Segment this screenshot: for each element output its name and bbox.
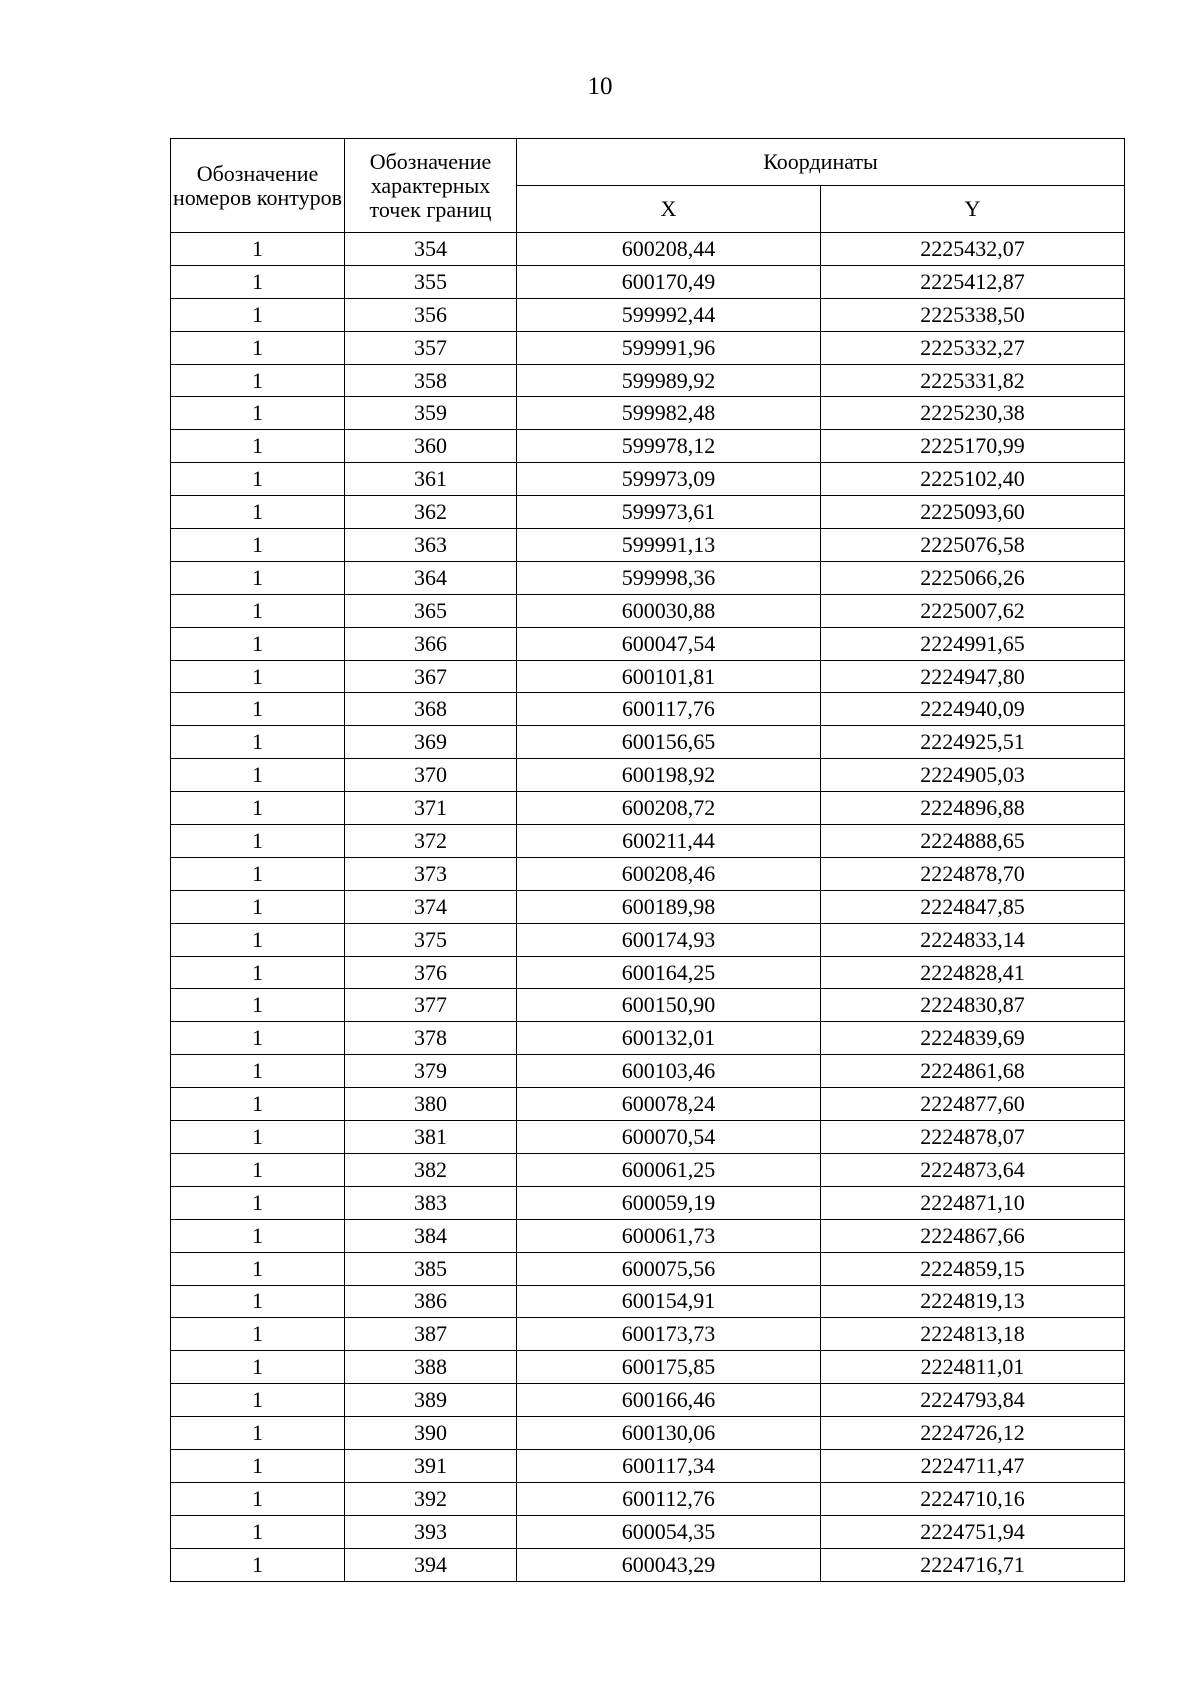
cell-x-coordinate: 600078,24	[517, 1088, 821, 1121]
cell-contour-number: 1	[171, 1219, 345, 1252]
header-contour-number: Обозначение номеров контуров	[171, 139, 345, 233]
cell-point-number: 368	[345, 693, 517, 726]
table-row	[171, 1449, 1125, 1482]
cell-point-number: 355	[345, 265, 517, 298]
cell-y-coordinate: 2225066,26	[821, 561, 1125, 594]
header-coordinates: Координаты	[517, 139, 1125, 186]
cell-contour-number: 1	[171, 1548, 345, 1581]
header-x: X	[517, 186, 821, 233]
cell-point-number: 385	[345, 1252, 517, 1285]
cell-contour-number: 1	[171, 1055, 345, 1088]
cell-y-coordinate: 2224867,66	[821, 1219, 1125, 1252]
cell-point-number: 387	[345, 1318, 517, 1351]
table-row	[171, 1318, 1125, 1351]
cell-x-coordinate: 600208,72	[517, 792, 821, 825]
table-row	[171, 529, 1125, 562]
cell-x-coordinate: 600054,35	[517, 1515, 821, 1548]
cell-contour-number: 1	[171, 331, 345, 364]
table-row	[171, 989, 1125, 1022]
cell-x-coordinate: 600156,65	[517, 726, 821, 759]
cell-y-coordinate: 2225170,99	[821, 430, 1125, 463]
cell-x-coordinate: 600061,25	[517, 1153, 821, 1186]
cell-contour-number: 1	[171, 627, 345, 660]
table-header	[171, 139, 1125, 233]
cell-y-coordinate: 2224878,07	[821, 1121, 1125, 1154]
cell-point-number: 391	[345, 1449, 517, 1482]
cell-y-coordinate: 2224711,47	[821, 1449, 1125, 1482]
table-row	[171, 561, 1125, 594]
cell-point-number: 364	[345, 561, 517, 594]
cell-y-coordinate: 2224751,94	[821, 1515, 1125, 1548]
cell-x-coordinate: 600117,76	[517, 693, 821, 726]
table-row	[171, 265, 1125, 298]
coordinates-table	[170, 138, 1125, 1582]
table-row	[171, 1121, 1125, 1154]
cell-contour-number: 1	[171, 265, 345, 298]
cell-point-number: 361	[345, 463, 517, 496]
table-row	[171, 660, 1125, 693]
cell-x-coordinate: 600208,46	[517, 857, 821, 890]
cell-y-coordinate: 2225412,87	[821, 265, 1125, 298]
cell-contour-number: 1	[171, 1515, 345, 1548]
cell-point-number: 375	[345, 923, 517, 956]
cell-x-coordinate: 600059,19	[517, 1186, 821, 1219]
cell-point-number: 386	[345, 1285, 517, 1318]
cell-y-coordinate: 2224813,18	[821, 1318, 1125, 1351]
cell-contour-number: 1	[171, 726, 345, 759]
cell-point-number: 366	[345, 627, 517, 660]
cell-y-coordinate: 2224947,80	[821, 660, 1125, 693]
cell-contour-number: 1	[171, 1449, 345, 1482]
cell-point-number: 380	[345, 1088, 517, 1121]
cell-contour-number: 1	[171, 1384, 345, 1417]
cell-x-coordinate: 600164,25	[517, 956, 821, 989]
cell-x-coordinate: 600061,73	[517, 1219, 821, 1252]
cell-point-number: 388	[345, 1351, 517, 1384]
cell-x-coordinate: 600198,92	[517, 759, 821, 792]
cell-y-coordinate: 2224940,09	[821, 693, 1125, 726]
cell-y-coordinate: 2225093,60	[821, 496, 1125, 529]
cell-x-coordinate: 599992,44	[517, 298, 821, 331]
cell-contour-number: 1	[171, 890, 345, 923]
cell-contour-number: 1	[171, 1285, 345, 1318]
table-row	[171, 890, 1125, 923]
cell-contour-number: 1	[171, 364, 345, 397]
cell-point-number: 382	[345, 1153, 517, 1186]
cell-y-coordinate: 2224828,41	[821, 956, 1125, 989]
table-row	[171, 496, 1125, 529]
table-row	[171, 397, 1125, 430]
cell-x-coordinate: 600170,49	[517, 265, 821, 298]
table-row	[171, 298, 1125, 331]
table-row	[171, 1384, 1125, 1417]
cell-x-coordinate: 600112,76	[517, 1482, 821, 1515]
table-row	[171, 364, 1125, 397]
cell-y-coordinate: 2224861,68	[821, 1055, 1125, 1088]
table-row	[171, 759, 1125, 792]
cell-contour-number: 1	[171, 298, 345, 331]
cell-point-number: 367	[345, 660, 517, 693]
cell-x-coordinate: 599991,96	[517, 331, 821, 364]
cell-x-coordinate: 600208,44	[517, 233, 821, 266]
cell-x-coordinate: 600166,46	[517, 1384, 821, 1417]
cell-contour-number: 1	[171, 397, 345, 430]
cell-x-coordinate: 599989,92	[517, 364, 821, 397]
cell-x-coordinate: 599973,61	[517, 496, 821, 529]
cell-point-number: 376	[345, 956, 517, 989]
cell-y-coordinate: 2224896,88	[821, 792, 1125, 825]
cell-contour-number: 1	[171, 463, 345, 496]
cell-x-coordinate: 600189,98	[517, 890, 821, 923]
cell-y-coordinate: 2224793,84	[821, 1384, 1125, 1417]
cell-y-coordinate: 2224847,85	[821, 890, 1125, 923]
cell-y-coordinate: 2225332,27	[821, 331, 1125, 364]
cell-x-coordinate: 599991,13	[517, 529, 821, 562]
table-row	[171, 923, 1125, 956]
cell-x-coordinate: 599998,36	[517, 561, 821, 594]
table-row	[171, 1055, 1125, 1088]
cell-contour-number: 1	[171, 1482, 345, 1515]
cell-y-coordinate: 2225432,07	[821, 233, 1125, 266]
table-row	[171, 1548, 1125, 1581]
cell-x-coordinate: 600175,85	[517, 1351, 821, 1384]
cell-contour-number: 1	[171, 923, 345, 956]
cell-contour-number: 1	[171, 430, 345, 463]
cell-contour-number: 1	[171, 1252, 345, 1285]
cell-contour-number: 1	[171, 825, 345, 858]
cell-x-coordinate: 600174,93	[517, 923, 821, 956]
cell-y-coordinate: 2224839,69	[821, 1022, 1125, 1055]
table-row	[171, 233, 1125, 266]
cell-contour-number: 1	[171, 529, 345, 562]
cell-point-number: 377	[345, 989, 517, 1022]
cell-y-coordinate: 2224878,70	[821, 857, 1125, 890]
cell-point-number: 374	[345, 890, 517, 923]
cell-point-number: 373	[345, 857, 517, 890]
table-row	[171, 1022, 1125, 1055]
cell-x-coordinate: 600103,46	[517, 1055, 821, 1088]
cell-contour-number: 1	[171, 1022, 345, 1055]
cell-point-number: 379	[345, 1055, 517, 1088]
cell-contour-number: 1	[171, 1186, 345, 1219]
cell-contour-number: 1	[171, 989, 345, 1022]
table-row	[171, 1515, 1125, 1548]
cell-point-number: 362	[345, 496, 517, 529]
cell-x-coordinate: 600075,56	[517, 1252, 821, 1285]
table-row	[171, 463, 1125, 496]
cell-point-number: 381	[345, 1121, 517, 1154]
table-row	[171, 857, 1125, 890]
cell-contour-number: 1	[171, 594, 345, 627]
cell-point-number: 394	[345, 1548, 517, 1581]
cell-x-coordinate: 600047,54	[517, 627, 821, 660]
cell-contour-number: 1	[171, 1088, 345, 1121]
cell-point-number: 384	[345, 1219, 517, 1252]
cell-y-coordinate: 2224877,60	[821, 1088, 1125, 1121]
cell-y-coordinate: 2225102,40	[821, 463, 1125, 496]
cell-point-number: 393	[345, 1515, 517, 1548]
table-row	[171, 1186, 1125, 1219]
cell-point-number: 359	[345, 397, 517, 430]
table-row	[171, 1417, 1125, 1450]
cell-point-number: 369	[345, 726, 517, 759]
cell-point-number: 378	[345, 1022, 517, 1055]
cell-y-coordinate: 2224873,64	[821, 1153, 1125, 1186]
page-number: 10	[587, 73, 613, 100]
cell-point-number: 354	[345, 233, 517, 266]
cell-point-number: 365	[345, 594, 517, 627]
cell-contour-number: 1	[171, 1318, 345, 1351]
cell-contour-number: 1	[171, 759, 345, 792]
cell-point-number: 356	[345, 298, 517, 331]
cell-contour-number: 1	[171, 693, 345, 726]
cell-y-coordinate: 2224859,15	[821, 1252, 1125, 1285]
cell-y-coordinate: 2224726,12	[821, 1417, 1125, 1450]
cell-contour-number: 1	[171, 857, 345, 890]
table-row	[171, 1285, 1125, 1318]
cell-point-number: 357	[345, 331, 517, 364]
table-row	[171, 594, 1125, 627]
table-row	[171, 1088, 1125, 1121]
header-y: Y	[821, 186, 1125, 233]
cell-x-coordinate: 599978,12	[517, 430, 821, 463]
cell-contour-number: 1	[171, 1121, 345, 1154]
cell-y-coordinate: 2224905,03	[821, 759, 1125, 792]
table-row	[171, 693, 1125, 726]
cell-contour-number: 1	[171, 561, 345, 594]
header-boundary-point: Обозначение характерных точек границ	[345, 139, 517, 233]
cell-y-coordinate: 2224830,87	[821, 989, 1125, 1022]
cell-y-coordinate: 2225338,50	[821, 298, 1125, 331]
cell-contour-number: 1	[171, 1153, 345, 1186]
cell-point-number: 358	[345, 364, 517, 397]
table-row	[171, 430, 1125, 463]
table-row	[171, 1482, 1125, 1515]
cell-x-coordinate: 599973,09	[517, 463, 821, 496]
cell-point-number: 390	[345, 1417, 517, 1450]
cell-point-number: 392	[345, 1482, 517, 1515]
cell-x-coordinate: 599982,48	[517, 397, 821, 430]
cell-x-coordinate: 600173,73	[517, 1318, 821, 1351]
cell-x-coordinate: 600211,44	[517, 825, 821, 858]
cell-point-number: 389	[345, 1384, 517, 1417]
cell-x-coordinate: 600132,01	[517, 1022, 821, 1055]
cell-y-coordinate: 2224819,13	[821, 1285, 1125, 1318]
cell-y-coordinate: 2225230,38	[821, 397, 1125, 430]
cell-y-coordinate: 2224833,14	[821, 923, 1125, 956]
cell-contour-number: 1	[171, 660, 345, 693]
cell-y-coordinate: 2224871,10	[821, 1186, 1125, 1219]
table-row	[171, 627, 1125, 660]
cell-x-coordinate: 600130,06	[517, 1417, 821, 1450]
cell-contour-number: 1	[171, 1417, 345, 1450]
cell-contour-number: 1	[171, 496, 345, 529]
cell-y-coordinate: 2224888,65	[821, 825, 1125, 858]
cell-point-number: 360	[345, 430, 517, 463]
table-body	[171, 233, 1125, 1582]
table-row	[171, 726, 1125, 759]
cell-point-number: 370	[345, 759, 517, 792]
cell-y-coordinate: 2224925,51	[821, 726, 1125, 759]
cell-contour-number: 1	[171, 956, 345, 989]
cell-contour-number: 1	[171, 792, 345, 825]
cell-point-number: 371	[345, 792, 517, 825]
cell-point-number: 372	[345, 825, 517, 858]
cell-x-coordinate: 600043,29	[517, 1548, 821, 1581]
cell-x-coordinate: 600030,88	[517, 594, 821, 627]
cell-x-coordinate: 600150,90	[517, 989, 821, 1022]
table-row	[171, 1351, 1125, 1384]
cell-x-coordinate: 600117,34	[517, 1449, 821, 1482]
cell-x-coordinate: 600101,81	[517, 660, 821, 693]
cell-x-coordinate: 600154,91	[517, 1285, 821, 1318]
cell-y-coordinate: 2224716,71	[821, 1548, 1125, 1581]
table-row	[171, 1153, 1125, 1186]
table-row	[171, 1252, 1125, 1285]
cell-point-number: 383	[345, 1186, 517, 1219]
table-row	[171, 825, 1125, 858]
cell-y-coordinate: 2224811,01	[821, 1351, 1125, 1384]
cell-contour-number: 1	[171, 233, 345, 266]
table-row	[171, 331, 1125, 364]
cell-y-coordinate: 2224991,65	[821, 627, 1125, 660]
table-row	[171, 792, 1125, 825]
cell-y-coordinate: 2224710,16	[821, 1482, 1125, 1515]
cell-x-coordinate: 600070,54	[517, 1121, 821, 1154]
table-row	[171, 956, 1125, 989]
cell-contour-number: 1	[171, 1351, 345, 1384]
cell-point-number: 363	[345, 529, 517, 562]
cell-y-coordinate: 2225007,62	[821, 594, 1125, 627]
table-row	[171, 1219, 1125, 1252]
cell-y-coordinate: 2225331,82	[821, 364, 1125, 397]
cell-y-coordinate: 2225076,58	[821, 529, 1125, 562]
